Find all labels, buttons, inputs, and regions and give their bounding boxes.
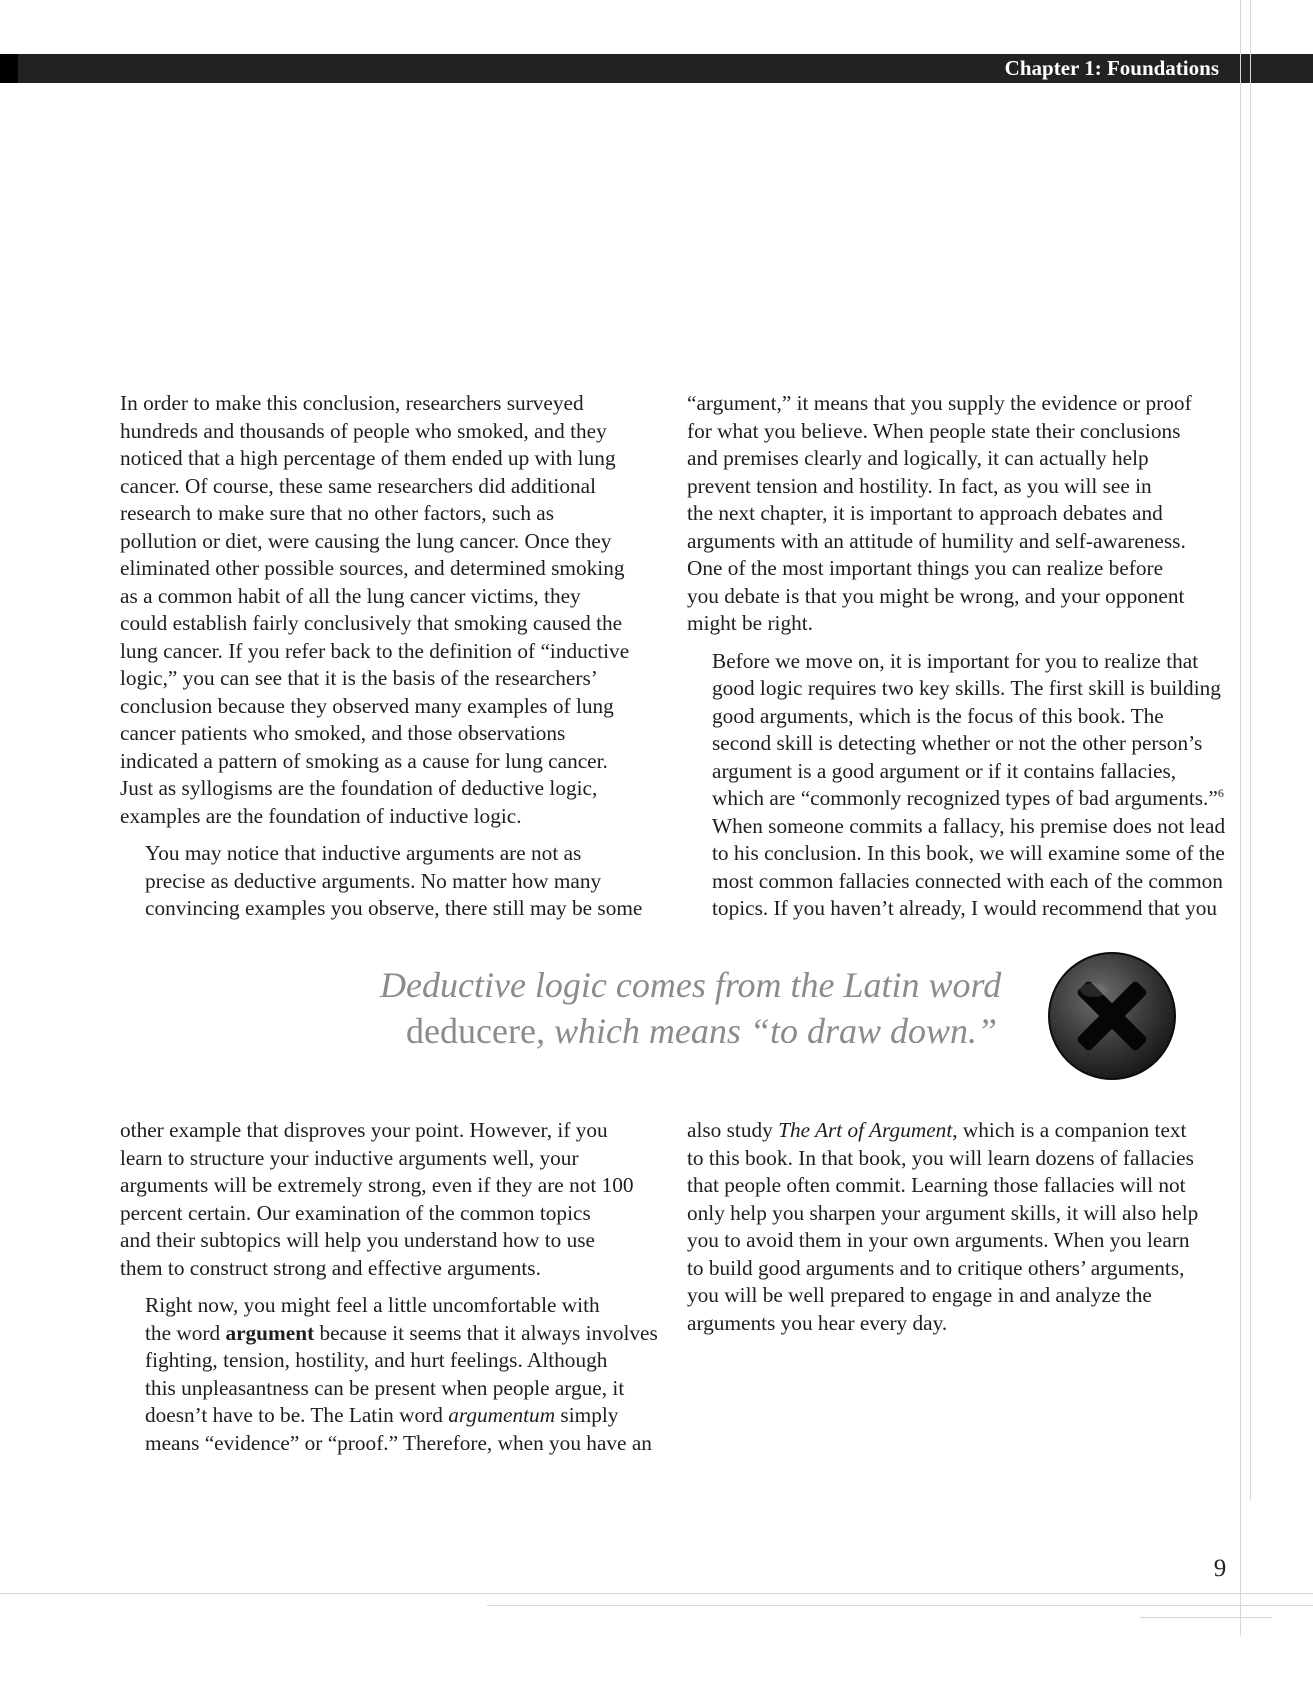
footer-rule (0, 1593, 1313, 1594)
left-column-top (120, 390, 655, 923)
left-column-bottom (120, 1117, 658, 1457)
chapter-header-bar (0, 54, 1313, 83)
paragraph-argument-meaning: “argument,” it means that you supply the evidence or proof for what you believe. When people state their conclusions and premises clearly and logically, it can actually help prevent tension and hostility. In fact, as you will see in the next chapter, it is important to approach debates and arguments with an attitude of humility and self-awareness. One of the most important things you can realize before you debate is that you might be wrong, and your opponent might be right. (687, 391, 1192, 635)
page-number: 9 (1213, 1555, 1227, 1582)
pull-quote-line-2: deducere, which means “to draw down.” (406, 1011, 997, 1051)
pull-quote (380, 962, 1002, 1054)
italic-term-argumentum: argumentum (448, 1403, 556, 1427)
right-column-bottom (687, 1117, 1227, 1337)
chapter-title: Chapter 1: Foundations (1004, 56, 1219, 80)
paragraph-inductive-strength: other example that disproves your point. However, if you learn to structure your inductive arguments well, your arguments will be extremely strong, even if they are not 100 percent certain. Our examination of the common topics and their subtopics will help you understand how to use them to construct strong and effective arguments. (120, 1118, 634, 1280)
paragraph-companion-text: also study The Art of Argument, which is a companion text to this book. In that book, you will learn dozens of fallacies that people often commit. Learning those fallacies will not only help you sharpen your argument skills, it will also help you to avoid them in your own arguments. When you learn to build good arguments and to critique others’ arguments, you will be well prepared to engage in and analyze the arguments you hear every day. (687, 1118, 1199, 1335)
pull-quote-latin-word: deducere (406, 1011, 536, 1051)
header-bar-accent (0, 54, 18, 83)
paragraph-two-key-skills: Before we move on, it is important for you to realize that good logic requires two key skills. The first skill is building good arguments, which is the focus of this book. The second skill is detecting whether or not the other person’s argument is a good argument or if it contains fallacies, which are “commonly recognized types of bad arguments.”$^6$ When someone commits a fallacy, his premise does not lead to his conclusion. In this book, we will examine some of the most common fallacies connected with each of the common topics. If you haven’t already, I would recommend that you (712, 648, 1226, 920)
margin-guide-line (1240, 0, 1241, 1636)
footer-rule (1140, 1617, 1272, 1618)
pull-quote-line-1: Deductive logic comes from the Latin word (380, 965, 1002, 1005)
book-title-art-of-argument: The Art of Argument (778, 1118, 953, 1142)
paragraph-argument-word: Right now, you might feel a little uncomfortable with the word argument because it seems that it always involves fighting, tension, hostility, and hurt feelings. Although this unpleasantness can be present when people argue, it doesn’t have to be. The Latin word argumentum simply means “evidence” or “proof.” Therefore, when you have an (145, 1293, 658, 1455)
paragraph-inductive-research: In order to make this conclusion, researchers surveyed hundreds and thousands of people who smoked, and they noticed that a high percentage of them ended up with lung cancer. Of course, these same researchers did additional research to make sure that no other factors, such as pollution or diet, were causing the lung cancer. Once they eliminated other possible sources, and determined smoking as a common habit of all the lung cancer victims, they could establish fairly conclusively that smoking caused the lung cancer. If you refer back to the definition of “inductive logic,” you can see that it is the basis of the researchers’ conclusion because they observed many examples of lung cancer patients who smoked, and those observations indicated a pattern of smoking as a cause for lung cancer. Just as syllogisms are the foundation of deductive logic, examples are the foundation of inductive logic. (120, 391, 630, 828)
margin-guide-line (1250, 0, 1251, 1500)
bold-term-argument: argument (225, 1320, 315, 1345)
right-column-top (687, 390, 1227, 923)
paragraph-inductive-precision: You may notice that inductive arguments are not as precise as deductive arguments. No matter how many convincing examples you observe, there still may be some (145, 841, 643, 920)
screw-icon (1046, 950, 1178, 1082)
footnote-marker: 6 (1217, 785, 1224, 800)
footer-rule (487, 1605, 1313, 1606)
